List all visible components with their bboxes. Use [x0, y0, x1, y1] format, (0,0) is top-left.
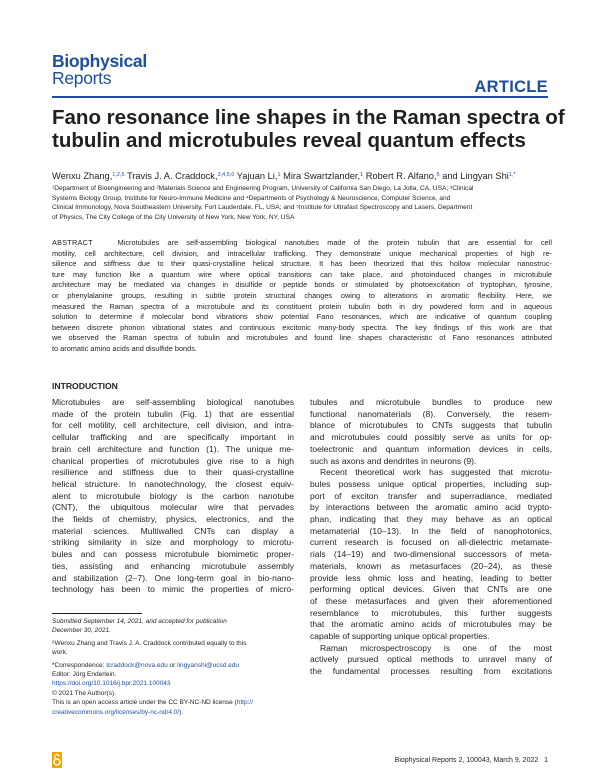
running-footer — [395, 757, 548, 764]
affiliation-line: of Physics, The City College of the City University of New York, New York, NY, USA — [52, 213, 295, 221]
logo-text-top: Biophysical — [52, 51, 147, 71]
header-divider — [52, 96, 548, 98]
footnote-divider — [52, 613, 142, 614]
author-affil-sup: 1,2,6 — [112, 172, 125, 178]
editor-note: Editor: Jörg Enderlein. — [52, 671, 117, 679]
abstract-line: ture may function like a quantum wire where optical transitions can take place, and photoinduced changes in microtubule — [52, 269, 552, 279]
body-line: provide less ohmic loss and heating, leading to better — [310, 572, 552, 583]
author-list — [52, 171, 552, 181]
submission-note: Submitted September 14, 2021, and accepted for publication — [52, 618, 227, 625]
body-line: functional nanomaterials (8). Conversely, the resem- — [310, 408, 552, 419]
license-link[interactable]: creativecommons.org/licenses/by-nc-nd/4.0/ — [52, 708, 180, 716]
body-line: that the aromatic amino acids of microtubules may be — [310, 619, 552, 630]
body-line: performing optical devices. Given that CNTs are one — [310, 584, 552, 595]
affiliation-line: Clinical Immunology, Nova Southeastern University, Fort Lauderdale, FL, USA; and ⁵Institute for Ultrafast Spectroscopy and Lasers, Department — [52, 204, 473, 212]
email-link-craddock[interactable]: tcraddock@nova.edu — [106, 661, 168, 669]
body-line: and microtubules could possibly serve as units for op- — [310, 432, 552, 443]
author-name[interactable]: Mira Swartzlander, — [280, 171, 361, 181]
body-line: Raman microspectroscopy is one of the most — [320, 642, 552, 653]
license-text: ). — [179, 708, 184, 716]
body-line: of these metasurfaces and given their aforementioned — [310, 595, 552, 606]
license-line — [52, 698, 294, 707]
body-line: blance of microtubules to CNTs suggests that tubulin — [310, 420, 552, 431]
affiliation-line: ¹Department of Bioengineering and ²Materials Science and Engineering Program, University of California San Diego, La Jolla, CA, USA; ³Clinical — [52, 185, 474, 192]
body-line: bules possess unique optical properties, including sup- — [310, 478, 552, 489]
body-line: rials (14–19) and two-dimensional successors of meta- — [310, 549, 552, 560]
correspondence-or: or — [167, 661, 178, 669]
abstract-text: Microtubules are self-assembling biological nanotubes made of the protein tubulin that are essential for cell — [117, 238, 552, 247]
body-line: striking similarity in size and morphology to microtu- — [52, 537, 294, 548]
body-column-left — [52, 397, 294, 596]
body-line: made of the protein tubulin (Fig. 1) that are essential — [52, 408, 294, 419]
abstract-line: to aromatic amino acids and disulfide bonds. — [52, 343, 197, 353]
correspondence-line — [52, 661, 294, 670]
affiliations — [52, 184, 552, 222]
abstract-line: motility, cell architecture, cell division, and intracellular trafficking. They demonstrate unique mechanical properties of high re- — [52, 248, 552, 258]
author-affil-sup: 1,* — [508, 172, 516, 178]
abstract-line: measured the Raman spectra of a microtubule and its constituent protein tubulin both in dry powdered form and in aqueous — [52, 301, 552, 311]
body-line: by interactions between the aromatic amino acid trypto- — [310, 502, 552, 513]
author-name[interactable]: Travis J. A. Craddock, — [124, 171, 218, 181]
body-line: toelectronic and quantum information devices in cells, — [310, 443, 552, 454]
abstract-line: we observed the Raman spectra of tubulin and microtubules and found line shapes characteristic of Fano resonances attributed — [52, 333, 552, 343]
body-line: Recent theoretical work has suggested that microtu- — [320, 467, 552, 478]
author-name[interactable]: Yajuan Li, — [234, 171, 278, 181]
abstract-line: or phenylalanine groups, resulting in subtle protein structural changes owing to alterations in aromatic flexibility. Here, we — [52, 290, 552, 300]
submission-note: December 30, 2021. — [52, 627, 111, 635]
body-line: port of exciton transfer and superradiance, mediated — [310, 490, 552, 501]
abstract-line: architecture may be mediated via changes in disulfide or peptide bonds or stimulated by photoexcitation of tryptophan, tyrosine, — [52, 280, 552, 290]
body-line: tubules and microtubule bundles to produce new — [310, 397, 552, 407]
email-link-shi[interactable]: lingyanshi@ucsd.edu — [177, 661, 240, 669]
body-column-right — [310, 397, 552, 678]
open-access-icon — [52, 752, 62, 768]
doi-link[interactable]: https://doi.org/10.1016/j.bpr.2021.100043 — [52, 680, 171, 688]
body-line: current research is focused on all-dielectric metamate- — [310, 537, 552, 548]
abstract-label: ABSTRACT — [52, 238, 93, 247]
body-line: the fundamental processes resulting from excitations — [310, 666, 552, 677]
correspondence-label: *Correspondence: — [52, 661, 107, 669]
body-line: metamaterial (10–13). In the field of nanophotonics, — [310, 525, 552, 536]
footnotes — [52, 617, 294, 717]
body-line: (CNT), the ubiquitous molecular wire that pervades — [52, 502, 294, 513]
body-line: helical structure. In nanotechnology, the closest equiv- — [52, 478, 294, 489]
body-line: such as axons and dendrites in neurons (9). — [310, 455, 477, 466]
equal-contribution-note: work. — [52, 649, 68, 657]
abstract-line: silience and stiffness due to their quasi-crystalline helical structure. It has been theorized that this hollow molecular nanostruc- — [52, 259, 552, 269]
body-line: Microtubules are self-assembling biological nanotubes — [52, 397, 294, 407]
author-name[interactable]: Robert R. Alfano, — [363, 171, 437, 181]
section-heading-introduction: INTRODUCTION — [52, 381, 118, 391]
body-line: the fields of chemistry, physics, electronics, and the — [52, 514, 294, 525]
journal-citation: Biophysical Reports 2, 100043, March 9, 2022 — [394, 757, 539, 764]
body-line: cellular trafficking and are specifically important in — [52, 432, 294, 443]
author-affil-sup: 1 — [360, 172, 364, 178]
abstract-line: between discrete phonon vibrational states and continuous excitonic many-body spectra. The key findings of this work are that — [52, 322, 552, 332]
author-affil-sup: 3,4,5,6 — [217, 172, 235, 178]
title-line: tubulin and microtubules reveal quantum effects — [52, 129, 526, 152]
abstract-line: solution to determine if molecular bond vibrations show potential Fano resonances, which are indicative of quantum coupling — [52, 312, 552, 322]
copyright-note: © 2021 The Author(s). — [52, 689, 116, 697]
author-affil-sup: 1 — [277, 172, 281, 178]
body-line: and stabilization (2–7). One long-term goal in bio-nano- — [52, 572, 294, 583]
body-line: resilience and stiffness due to their quasi-crystalline — [52, 467, 294, 478]
abstract-line — [52, 238, 552, 249]
license-link[interactable]: http:// — [236, 699, 253, 707]
abstract — [52, 238, 552, 355]
body-line: brain cell architecture and function (1). The unique me- — [52, 443, 294, 454]
equal-contribution-note: ⁶Wenxu Zhang and Travis J. A. Craddock contributed equally to this — [52, 639, 247, 647]
body-line: resemblance to microtubules, this further suggests — [310, 607, 552, 618]
author-affil-sup: 5 — [436, 172, 440, 178]
author-name[interactable]: Wenxu Zhang, — [52, 171, 113, 181]
title-line: Fano resonance line shapes in the Raman spectra of — [52, 106, 565, 129]
affiliation-line: Systems Biology Group, Institute for Neuro-Immune Medicine and ⁴Departments of Psychology & Neuroscience, Computer Science, and — [52, 194, 451, 202]
author-name[interactable]: and Lingyan Shi — [439, 171, 509, 181]
license-line — [52, 708, 294, 717]
body-line: capable of supporting unique optical properties. — [310, 631, 490, 642]
body-line: actively pursued optical methods to unravel many of — [310, 654, 552, 665]
body-line: technology has been to mimic the properties of micro- — [52, 584, 294, 595]
license-text: This is an open access article under the CC BY-NC-ND license ( — [52, 699, 237, 707]
body-line: materials, known as metasurfaces (20–24), as these — [310, 560, 552, 571]
body-line: alent to microtubule biology is the carbon nanotube — [52, 490, 294, 501]
body-line: bules and can possess microtubule biomimetic proper- — [52, 549, 294, 560]
article-type-label: ARTICLE — [474, 78, 548, 96]
body-line: chanical properties of microtubules give rise to a high — [52, 455, 294, 466]
journal-logo — [52, 53, 147, 87]
body-line: for cell motility, cell architecture, cell division, and intra- — [52, 420, 294, 431]
logo-text-bottom: Reports — [52, 68, 112, 88]
page-number: 1 — [544, 757, 548, 764]
body-line: phan, indicating that they may behave as an optical — [310, 514, 552, 525]
article-title — [52, 106, 565, 152]
body-line: ties, assisting and enhancing microtubule assembly — [52, 560, 294, 571]
body-line: material sciences. Multiwalled CNTs can display a — [52, 525, 294, 536]
